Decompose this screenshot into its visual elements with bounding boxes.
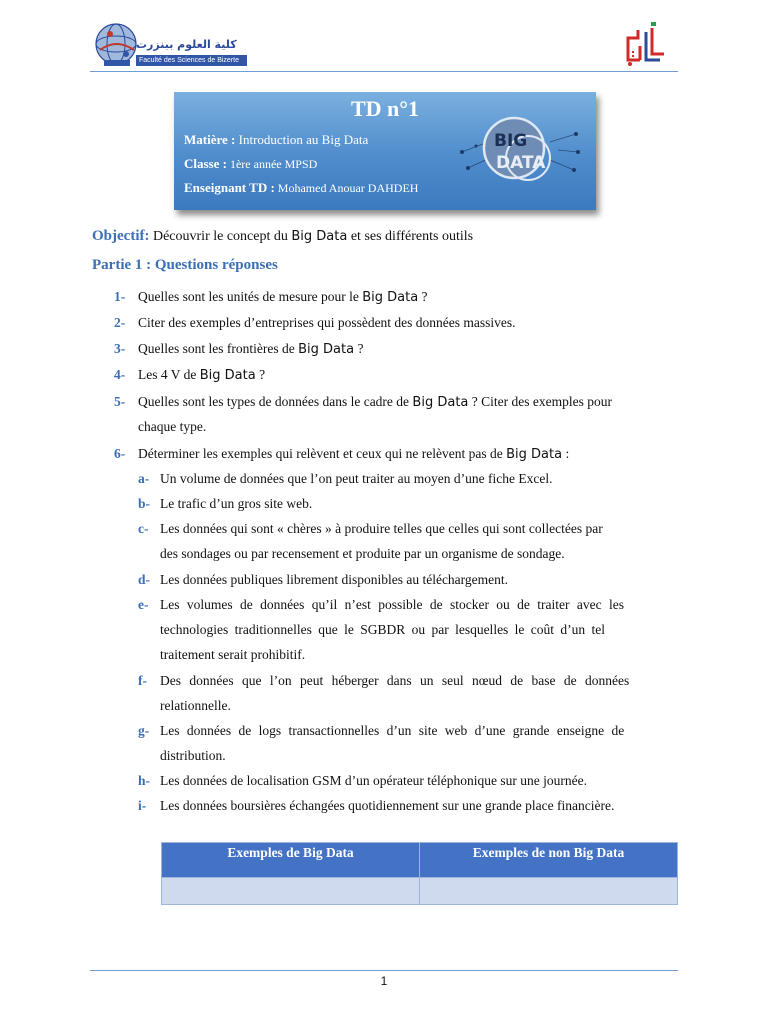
sub-item-text-line2: relationnelle. — [160, 698, 231, 713]
sub-item-text: Les données de localisation GSM d’un opérateur téléphonique sur une journée. — [160, 773, 588, 788]
sub-item-text: Les données boursières échangées quotidiennement sur une grande place financière. — [160, 798, 615, 813]
question-text-line2: chaque type. — [138, 419, 207, 434]
sub-item-text: Les volumes de données qu’il n’est possible de stocker ou de traiter avec les — [160, 597, 625, 612]
question-bigdata: Big Data — [362, 290, 419, 305]
graphic-text-data: DATA — [496, 153, 546, 173]
objectif-line — [92, 228, 473, 245]
question-text-end: : — [562, 446, 570, 461]
logo-arabic-text: كلية العلوم ببنزرت — [136, 38, 237, 51]
question-text: Déterminer les exemples qui relèvent et ceux qui ne relèvent pas de — [138, 446, 507, 461]
question-bigdata: Big Data — [506, 447, 563, 462]
objectif-label: Objectif: — [92, 228, 150, 244]
question-text: Quelles sont les types de données dans le cadre de — [138, 394, 413, 409]
td-title-box — [174, 92, 596, 210]
enseignant-line — [184, 180, 418, 196]
sub-item-letter: d- — [138, 572, 151, 587]
sub-item-letter: e- — [138, 597, 149, 612]
question-bigdata: Big Data — [199, 368, 256, 383]
question-text: Les 4 V de — [138, 367, 200, 382]
sub-item-text-line2: des sondages ou par recensement et produite par un organisme de sondage. — [160, 546, 565, 561]
sub-item-letter: a- — [138, 471, 150, 486]
footer-divider — [90, 970, 678, 971]
sub-item-text: Des données que l’on peut héberger dans un seul nœud de base de données — [160, 673, 630, 688]
table-cell-big-data[interactable] — [162, 878, 420, 905]
sub-item-text-line2: distribution. — [160, 748, 226, 763]
big-data-graphic — [458, 112, 580, 192]
table-cell-non-big-data[interactable] — [420, 878, 678, 905]
question-number: 4- — [114, 367, 126, 382]
question-text-end: ? Citer des exemples pour — [468, 394, 612, 409]
table-header-big-data: Exemples de Big Data — [162, 843, 420, 878]
objectif-text-after: et ses différents outils — [347, 229, 474, 244]
classe-value: 1ère année MPSD — [226, 157, 318, 171]
question-text: Quelles sont les unités de mesure pour le — [138, 289, 363, 304]
enseignant-label: Enseignant TD : — [184, 180, 275, 195]
question-bigdata: Big Data — [298, 342, 355, 357]
faculty-logo — [92, 20, 248, 72]
page-number: 1 — [380, 974, 388, 988]
sub-item-text-line3: traitement serait prohibitif. — [160, 647, 306, 662]
question-text-end: ? — [354, 341, 364, 356]
logo-french-text: Faculté des Sciences de Bizerte — [136, 55, 247, 66]
sub-item-text: Le trafic d’un gros site web. — [160, 496, 313, 511]
question-number: 3- — [114, 341, 126, 356]
sub-item-letter: g- — [138, 723, 150, 738]
sub-item-text-line2: technologies traditionnelles que le SGBDR ou par lesquelles le coût d’un tel — [160, 622, 606, 637]
matiere-label: Matière : — [184, 132, 236, 147]
sub-item-letter: b- — [138, 496, 151, 511]
sub-item-letter: f- — [138, 673, 147, 688]
sub-item-text: Les données qui sont « chères » à produire telles que celles qui sont collectées par — [160, 521, 603, 536]
enseignant-value: Mohamed Anouar DAHDEH — [274, 181, 419, 195]
circuit-logo-icon — [618, 20, 672, 68]
classe-label: Classe : — [184, 156, 227, 171]
classe-line — [184, 156, 317, 172]
objectif-text-before: Découvrir le concept du — [149, 229, 292, 244]
question-number: 5- — [114, 394, 126, 409]
sub-item-text: Les données publiques librement disponibles au téléchargement. — [160, 572, 509, 587]
table-header-row — [162, 843, 678, 878]
examples-table — [161, 842, 678, 905]
sub-item-letter: c- — [138, 521, 149, 536]
sub-item-letter: h- — [138, 773, 151, 788]
question-number: 2- — [114, 315, 126, 330]
header-divider — [90, 71, 678, 72]
matiere-value: Introduction au Big Data — [235, 132, 369, 147]
sub-item-letter: i- — [138, 798, 147, 813]
question-text-end: ? — [255, 367, 266, 382]
partie-1-heading: Partie 1 : Questions réponses — [92, 257, 278, 273]
table-row — [162, 878, 678, 905]
question-number: 1- — [114, 289, 126, 304]
graphic-text-big: BIG — [494, 131, 528, 151]
table-header-non-big-data: Exemples de non Big Data — [420, 843, 678, 878]
globe-icon — [92, 20, 142, 72]
sub-item-text: Les données de logs transactionnelles d’un site web d’une grande enseigne de — [160, 723, 625, 738]
matiere-line — [184, 132, 368, 148]
question-text-end: ? — [418, 289, 428, 304]
question-text: Quelles sont les frontières de — [138, 341, 299, 356]
department-logo — [618, 20, 672, 68]
objectif-bigdata: Big Data — [291, 229, 348, 244]
td-title: TD n°1 — [350, 96, 420, 121]
question-bigdata: Big Data — [412, 395, 469, 410]
question-text: Citer des exemples d’entreprises qui possèdent des données massives. — [138, 315, 516, 330]
question-number: 6- — [114, 446, 126, 461]
sub-item-text: Un volume de données que l’on peut traiter au moyen d’une fiche Excel. — [160, 471, 553, 486]
